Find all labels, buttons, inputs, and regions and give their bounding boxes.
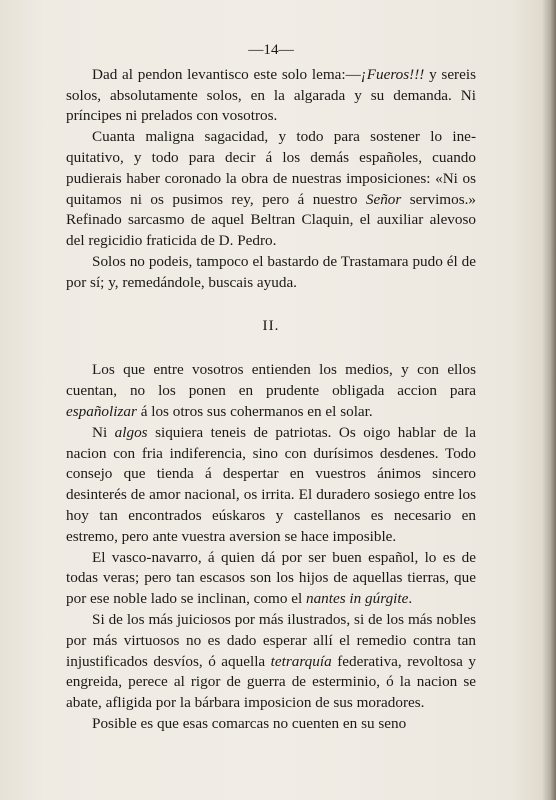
paragraph — [66, 714, 476, 735]
text-run: y sereis solos, absolutamente solos, en la algarada y su demanda. Ni príncipes ni prelados con vosotros. — [66, 65, 476, 125]
text-run: Solos no podeis, tampoco el bastardo de Trastamara pudo él de por sí; y, remedándole, buscais ayuda. — [66, 252, 476, 291]
paragraph — [66, 252, 476, 294]
italic-text: nantes in gúrgite — [305, 590, 409, 608]
paragraph — [66, 548, 476, 610]
paragraphs-after-heading — [66, 360, 476, 734]
text-run: siquiera teneis de patriotas. Os oigo hablar de la nacion con fria indiferencia, sino con durísimos desdenes. Todo consejo que tienda á despertar en vuestros ánimos sincero desinterés de amor nacional, os irrita. El duradero sosiego entre los hoy tan encontrados eúskaros y castellanos es necesario en estremo, pero ante vuestra aversion se hace imposible. — [66, 423, 476, 545]
italic-text: ¡Fueros!!! — [360, 65, 425, 83]
italic-text: Señor — [365, 190, 402, 208]
page-gutter-shadow — [542, 0, 556, 800]
page-number: —14— — [248, 41, 294, 58]
paragraph — [66, 360, 476, 422]
section-heading: II. — [262, 316, 280, 334]
text-run: Posible es que esas comarcas no cuenten en su seno — [92, 714, 407, 732]
text-run: federativa, revoltosa y engreida, perece al rigor de guerra de esterminio, ó la nacion se abate, afligida por la bárbara imposicion de sus moradores. — [66, 652, 476, 712]
text-run: Ni — [92, 423, 115, 441]
italic-text: españolizar — [66, 402, 137, 420]
text-run: servimos.» Refinado sarcasmo de aquel Beltran Claquin, el auxiliar alevoso del regicidio fraticida de D. Pedro. — [66, 190, 476, 250]
text-run: Los que entre vosotros entienden los medios, y con ellos cuentan, no los ponen en prudente obligada accion para — [66, 361, 476, 400]
italic-text: algos — [114, 423, 148, 441]
text-run: Cuanta maligna sagacidad, y todo para sostener lo inequitativo, y todo para decir á los demás españoles, cuando pudierais haber coronado la obra de nuestras imposiciones: «Ni os quitamos ni os pusimos rey, pero á nuestro — [66, 128, 476, 208]
paragraph — [66, 127, 476, 252]
text-run: El vasco-navarro, á quien dá por ser buen español, lo es de todas veras; pero tan escasos son los hijos de aquellas tierras, que por ese noble lado se inclinan, como el — [66, 548, 476, 608]
text-run: á los otros sus cohermanos en el solar. — [136, 402, 373, 420]
text-run: Dad al pendon levantisco este solo lema:— — [92, 65, 361, 83]
page-text — [66, 40, 476, 735]
text-run: . — [408, 590, 413, 608]
paragraph — [66, 65, 476, 127]
paragraphs-before-heading — [66, 65, 476, 294]
paragraph — [66, 610, 476, 714]
paragraph — [66, 423, 476, 548]
italic-text: tetrarquía — [270, 652, 332, 670]
text-run: Si de los más juiciosos por más ilustrados, si de los más nobles por más virtuosos no es dado esperar allí el remedio contra tan injustificados desvíos, ó aquella — [66, 610, 476, 670]
